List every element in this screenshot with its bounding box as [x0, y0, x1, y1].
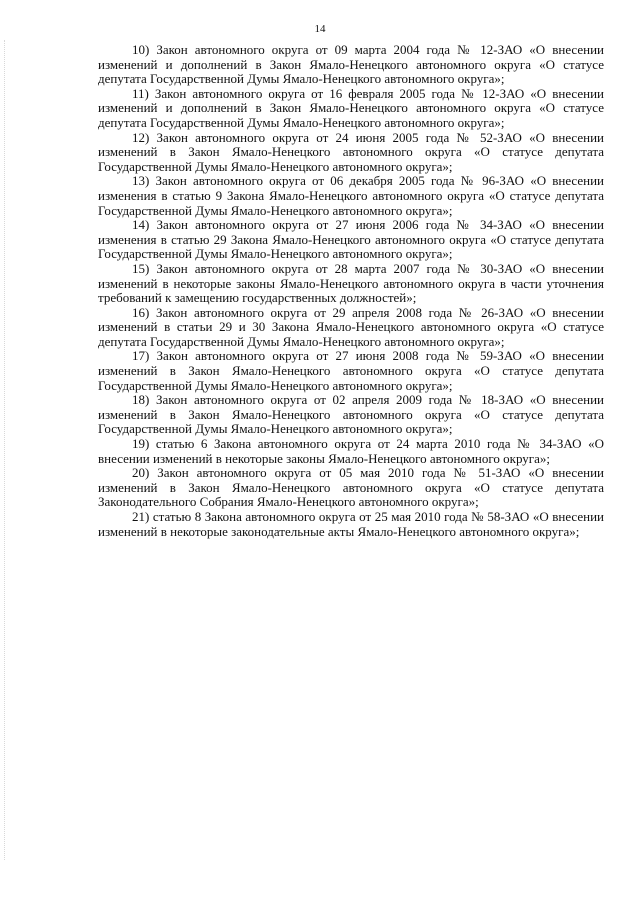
list-item: 13) Закон автономного округа от 06 декабря 2005 года № 96-ЗАО «О внесении изменения в статью 9 Закона Ямало-Ненецкого автономного округа «О статусе депутата Государственной Думы Ямало-Ненецкого автономного округа»; [98, 173, 604, 218]
list-item: 12) Закон автономного округа от 24 июня 2005 года № 52-ЗАО «О внесении изменений в Закон Ямало-Ненецкого автономного округа «О статусе депутата Государственной Думы Ямало-Ненецкого автономного округа»; [98, 129, 604, 174]
list-item: 15) Закон автономного округа от 28 марта 2007 года № 30-ЗАО «О внесении изменений в некоторые законы Ямало-Ненецкого автономного округа в части уточнения требований к замещению государственных должностей»; [98, 260, 604, 306]
list-item: 17) Закон автономного округа от 27 июня 2008 года № 59-ЗАО «О внесении изменений в Закон Ямало-Ненецкого автономного округа «О статусе депутата Государственной Думы Ямало-Ненецкого автономного округа»; [98, 348, 604, 393]
page-number: 14 [314, 23, 326, 35]
list-item: 21) статью 8 Закона автономного округа от 25 мая 2010 года № 58-ЗАО «О внесении изменений в некоторые законодательные акты Ямало-Ненецкого автономного округа»; [98, 509, 604, 539]
list-item: 10) Закон автономного округа от 09 марта 2004 года № 12-ЗАО «О внесении изменений и дополнений в Закон Ямало-Ненецкого автономного округа «О статусе депутата Государственной Думы Ямало-Ненецкого автономного округа»; [98, 42, 604, 87]
list-item: 19) статью 6 Закона автономного округа от 24 марта 2010 года № 34-ЗАО «О внесении изменений в некоторые законы Ямало-Ненецкого автономного округа»; [98, 436, 604, 466]
list-item: 11) Закон автономного округа от 16 февраля 2005 года № 12-ЗАО «О внесении изменений и дополнений в Закон Ямало-Ненецкого автономного округа «О статусе депутата Государственной Думы Ямало-Ненецкого автономного округа»; [98, 85, 604, 130]
list-item: 14) Закон автономного округа от 27 июня 2006 года № 34-ЗАО «О внесении изменения в статью 29 Закона Ямало-Ненецкого автономного округа «О статусе депутата Государственной Думы Ямало-Ненецкого автономного округа»; [98, 217, 604, 262]
list-item: 16) Закон автономного округа от 29 апреля 2008 года № 26-ЗАО «О внесении изменений в статьи 29 и 30 Закона Ямало-Ненецкого автономного округа «О статусе депутата Государственной Думы Ямало-Ненецкого автономного округа»; [98, 304, 604, 349]
list-item: 18) Закон автономного округа от 02 апреля 2009 года № 18-ЗАО «О внесении изменений в Закон Ямало-Ненецкого автономного округа «О статусе депутата Государственной Думы Ямало-Ненецкого автономного округа»; [98, 392, 604, 437]
document-body [98, 43, 604, 539]
list-item: 20) Закон автономного округа от 05 мая 2010 года № 51-ЗАО «О внесении изменений в Закон Ямало-Ненецкого автономного округа «О статусе депутата Законодательного Собрания Ямало-Ненецкого автономного округа»; [98, 465, 604, 510]
left-margin-marks [4, 40, 7, 860]
